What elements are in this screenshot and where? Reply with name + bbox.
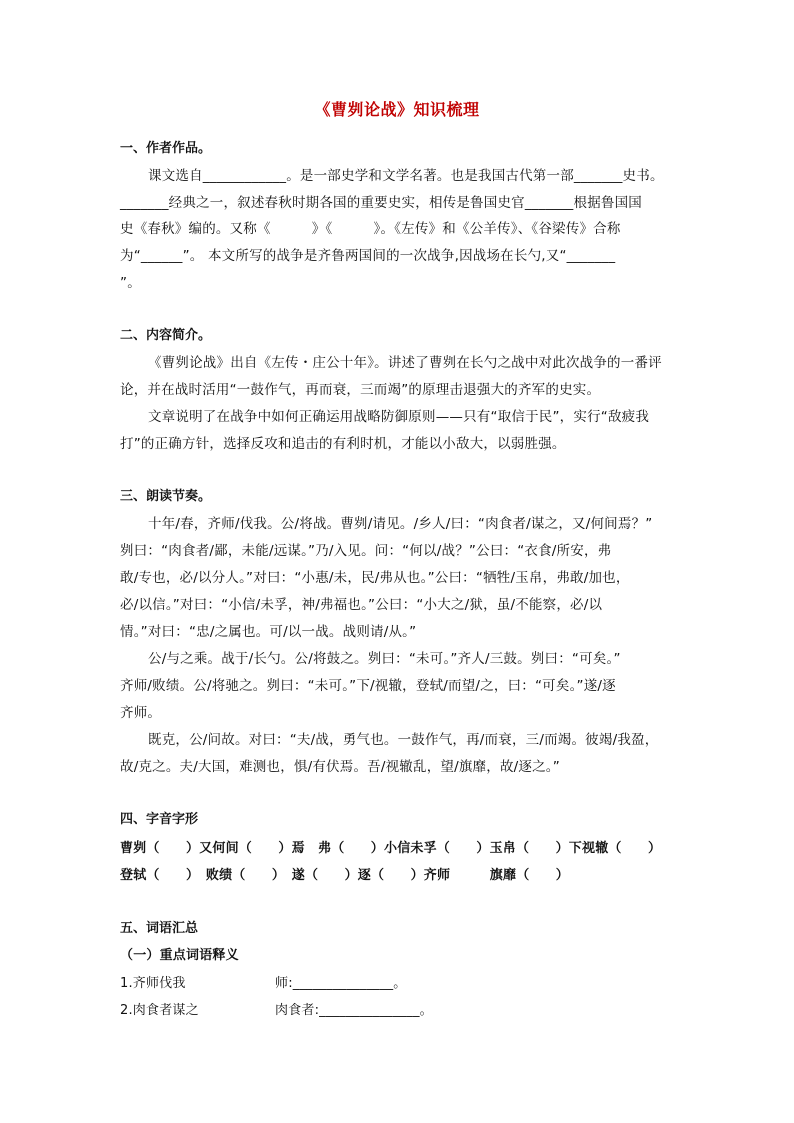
section4-heading: 四、字音字形 — [120, 812, 199, 827]
section2-line-4: 打”的正确方针，选择反攻和追击的有利时机，才能以小敌大，以弱胜强。 — [120, 436, 566, 452]
section3-line-8: 齐师。 — [120, 705, 162, 721]
section5-subheading: （一）重点词语释义 — [120, 948, 239, 963]
vocab-term-2: 2.肉食者谋之 — [120, 1003, 199, 1018]
vocab-term-1: 1.齐师伐我 — [120, 976, 186, 991]
section3-line-4: 必/以信。”对曰：“小信/未孚，神/弗福也。”公曰：“小大之/狱，虽/不能察，必/以 — [120, 597, 603, 613]
section2-line-1: 《曹刿论战》出自《左传・庄公十年》。讲述了曹刿在长勺之战中对此次战争的一番评 — [148, 355, 662, 371]
section3-line-3: 敢/专也，必/以分人。”对曰：“小惠/未，民/弗从也。”公曰：“牺牲/玉帛，弗敢/加也， — [120, 570, 630, 586]
section3-line-5: 情。”对曰：“忠/之属也。可/以一战。战则请/从。” — [120, 624, 417, 640]
section2-heading: 二、内容简介。 — [120, 328, 212, 343]
vocab-prompt-2: 肉食者:_______________。 — [275, 1003, 433, 1018]
vocab-prompt-1: 师:_______________。 — [275, 976, 407, 991]
pronunciation-row-2: 登轼（ ） 败绩（ ） 遂（ ）逐（ ）齐师 旗靡（ ） — [120, 868, 570, 883]
document-title: 《曹刿论战》知识梳理 — [314, 100, 480, 119]
section5-heading: 五、词语汇总 — [120, 921, 199, 936]
section1-line-3: 史《春秋》编的。又称《 》《 》。《左传》和《公羊传》、《谷梁传》合称 — [120, 221, 621, 237]
section1-heading: 一、作者作品。 — [120, 141, 212, 156]
section1-line-5: ”。 — [120, 275, 141, 291]
section3-line-9: 既克，公/问故。对曰：“夫/战，勇气也。一鼓作气，再/而衰，三/而竭。彼竭/我盈， — [148, 732, 659, 748]
section1-line-2: _______经典之一，叙述春秋时期各国的重要史实，相传是鲁国史官_______根据鲁国国 — [120, 195, 642, 211]
section1-line-1: 课文选自____________。是一部史学和文学名著。也是我国古代第一部_______史书。 — [148, 168, 664, 184]
section3-line-10: 故/克之。夫/大国，难测也，惧/有伏焉。吾/视辙乱，望/旗靡，故/逐之。” — [120, 759, 560, 775]
section3-heading: 三、朗读节奏。 — [120, 489, 212, 504]
section3-line-2: 刿曰：“肉食者/鄙，未能/远谋。”乃/入见。问：“何以/战？”公曰：“衣食/所安，弗 — [120, 543, 612, 559]
section2-line-3: 文章说明了在战争中如何正确运用战略防御原则——只有“取信于民”，实行“敌疲我 — [148, 409, 650, 425]
section3-line-1: 十年/春，齐师/伐我。公/将战。曹刿/请见。/乡人/曰：“肉食者/谋之，又/何间焉？” — [148, 516, 653, 532]
section2-line-2: 论，并在战时活用“一鼓作气，再而衰，三而竭”的原理击退强大的齐军的史实。 — [120, 382, 601, 398]
section3-line-7: 齐师/败绩。公/将驰之。刿曰：“未可。”下/视辙，登轼/而望/之，曰：“可矣。”遂/逐 — [120, 678, 616, 694]
pronunciation-row-1: 曹刿（ ）又何间（ ）焉 弗（ ）小信未孚（ ）玉帛（ ）下视辙（ ） — [120, 841, 662, 856]
section1-line-4: 为“______”。 本文所写的战争是齐鲁两国间的一次战争,因战场在长勺,又“_______ — [120, 248, 616, 264]
section3-line-6: 公/与之乘。战于/长勺。公/将鼓之。刿曰：“未可。”齐人/三鼓。刿曰：“可矣。” — [148, 651, 621, 667]
